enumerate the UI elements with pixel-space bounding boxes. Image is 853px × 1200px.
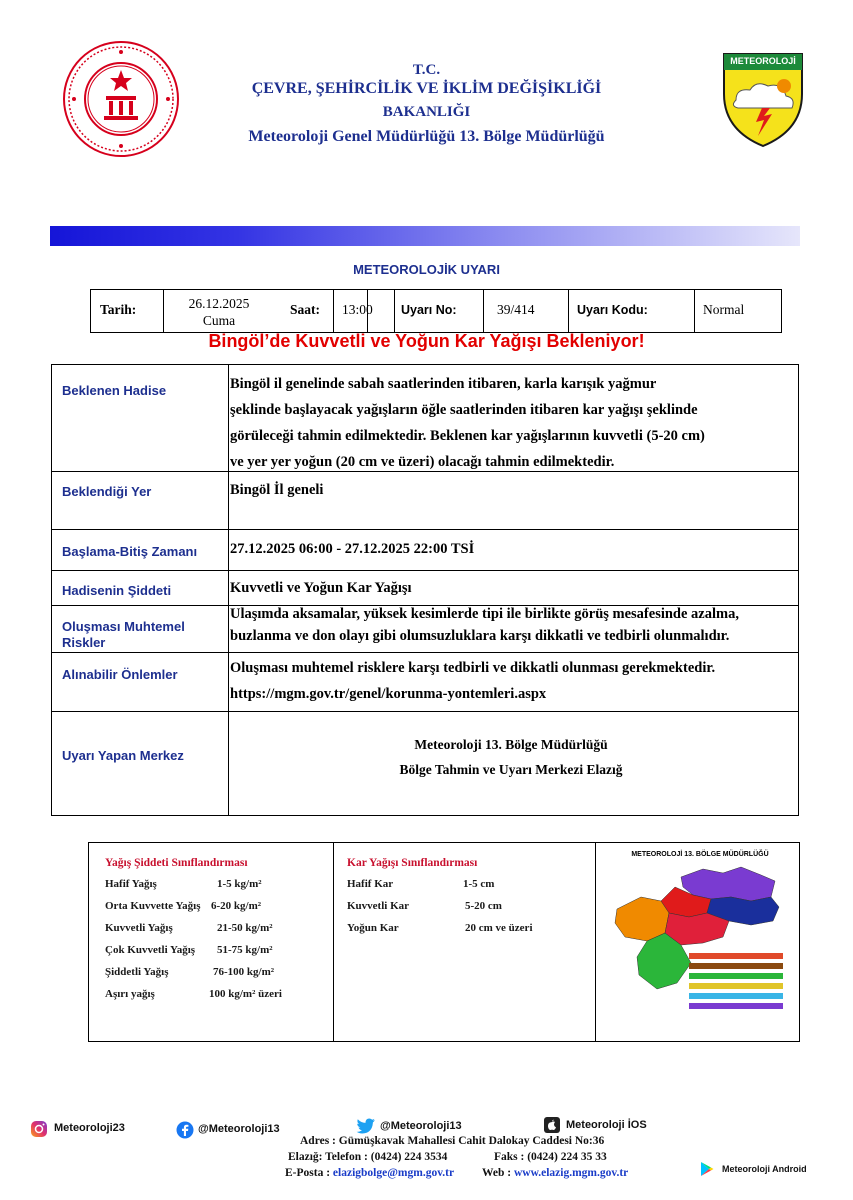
- issuing-center-line2: Bölge Tahmin ve Uyarı Merkezi Elazığ: [399, 762, 623, 777]
- classification-box: [88, 842, 800, 1042]
- row-precautions: [52, 653, 798, 712]
- footer-address: Adres : Gümüşkavak Mahallesi Cahit Dalokay Caddesi No:36: [300, 1135, 605, 1147]
- web-link[interactable]: www.elazig.mgm.gov.tr: [513, 1167, 629, 1179]
- twitter-icon[interactable]: [356, 1118, 376, 1134]
- snow-class-name: Hafif Kar: [347, 878, 394, 890]
- snow-class-name: Yoğun Kar: [347, 922, 399, 934]
- map-title: METEOROLOJİ 13. BÖLGE MÜDÜRLÜĞÜ: [631, 851, 769, 858]
- severity-value: Kuvvetli ve Yoğun Kar Yağışı: [230, 580, 412, 596]
- rain-class-range: 1-5 kg/m²: [217, 878, 262, 890]
- warning-no-value: 39/414: [497, 302, 535, 317]
- date-label-cell: [91, 290, 164, 332]
- precautions-text: [230, 655, 792, 707]
- rain-class-range: 21-50 kg/m²: [217, 922, 273, 934]
- precautions-line: Oluşması muhtemel risklere karşı tedbirli ve dikkatli olunması gerekmektedir.: [230, 660, 716, 676]
- rain-class-range: 6-20 kg/m²: [211, 900, 262, 912]
- header-ministry-line1: ÇEVRE, ŞEHİRCİLİK VE İKLİM DEĞİŞİKLİĞİ: [251, 80, 602, 97]
- row-expected-place: [52, 472, 798, 530]
- time-label: Saat:: [290, 302, 320, 317]
- possible-risks-line: Ulaşımda aksamalar, yüksek kesimlerde tipi ile birlikte görüş mesafesinde azalma,: [230, 606, 739, 622]
- apple-icon[interactable]: [544, 1117, 560, 1133]
- warning-code-value-cell: [695, 290, 781, 332]
- rain-class-range: 76-100 kg/m²: [213, 966, 275, 978]
- expected-event-line: Bingöl il genelinde sabah saatlerinden itibaren, karla karışık yağmur: [230, 376, 657, 392]
- facebook-icon[interactable]: [176, 1121, 194, 1139]
- row-issuing-center: [52, 712, 798, 815]
- rain-class-name: Şiddetli Yağış: [105, 966, 169, 978]
- warning-no-label: Uyarı No:: [401, 303, 457, 317]
- rain-class-name: Aşırı yağış: [105, 988, 155, 1000]
- rain-class-range: 100 kg/m² üzeri: [209, 988, 282, 1000]
- logo-text: METEOROLOJİ: [730, 56, 796, 66]
- android-app-label[interactable]: Meteoroloji Android: [722, 1164, 807, 1174]
- rain-class-name: Orta Kuvvette Yağış: [105, 900, 201, 912]
- row-possible-risks: [52, 606, 798, 653]
- row-expected-event: [52, 365, 798, 472]
- facebook-handle[interactable]: @Meteoroloji13: [198, 1123, 280, 1135]
- snow-class-range: 1-5 cm: [463, 878, 495, 890]
- snow-class-range: 20 cm ve üzeri: [465, 922, 533, 934]
- day-value: Cuma: [202, 313, 236, 328]
- start-end-time-value: 27.12.2025 06:00 - 27.12.2025 22:00 TSİ: [230, 541, 475, 557]
- header-directorate: Meteoroloji Genel Müdürlüğü 13. Bölge Müdürlüğü: [248, 128, 605, 145]
- ios-app-label[interactable]: Meteoroloji İOS: [566, 1119, 647, 1131]
- precautions-label: Alınabilir Önlemler: [62, 667, 178, 682]
- expected-event-label: Beklenen Hadise: [62, 383, 167, 398]
- email-link[interactable]: elazigbolge@mgm.gov.tr: [332, 1167, 455, 1179]
- issuing-center-line1: Meteoroloji 13. Bölge Müdürlüğü: [414, 737, 608, 752]
- header-ministry-line2: BAKANLIĞI: [382, 104, 471, 120]
- warning-no-label-cell: [395, 290, 484, 332]
- expected-event-text: [230, 371, 792, 475]
- warning-info-row: [90, 289, 782, 333]
- snow-classification-title: Kar Yağışı Sınıflandırması: [347, 857, 478, 869]
- footer-phone: Elazığ: Telefon : (0424) 224 3534: [288, 1151, 448, 1163]
- instagram-icon[interactable]: [30, 1120, 48, 1138]
- expected-event-line: şeklinde başlayacak yağışların öğle saatlerinden itibaren kar yağışı şeklinde: [230, 402, 698, 418]
- snow-class-name: Kuvvetli Kar: [347, 900, 410, 912]
- date-value: 26.12.2025: [188, 296, 250, 311]
- row-severity: [52, 571, 798, 606]
- rain-class-name: Çok Kuvvetli Yağış: [105, 944, 196, 956]
- meteoroloji-logo: [722, 52, 804, 148]
- time-value-cell: [334, 290, 395, 332]
- possible-risks-label-line1: Oluşması Muhtemel: [62, 619, 185, 634]
- expected-event-line: ve yer yer yoğun (20 cm ve üzeri) olacağı tahmin edilmektedir.: [230, 454, 615, 470]
- issuing-center-text: [230, 732, 792, 782]
- regional-map: [611, 849, 789, 1009]
- possible-risks-text: [230, 603, 792, 647]
- warning-details-table: [51, 364, 799, 816]
- expected-event-line: görüleceği tahmin edilmektedir. Beklenen kar yağışlarının kuvvetli (5-20 cm): [230, 428, 705, 444]
- warning-no-value-cell: [484, 290, 569, 332]
- precautions-link[interactable]: https://mgm.gov.tr/genel/korunma-yontemleri.aspx: [230, 686, 547, 702]
- date-label: Tarih:: [100, 302, 137, 317]
- twitter-handle[interactable]: @Meteoroloji13: [380, 1120, 462, 1132]
- header-tc: T.C.: [412, 62, 441, 78]
- possible-risks-label-line2: Riskler: [62, 635, 106, 650]
- rain-classification-title: Yağış Şiddeti Sınıflandırması: [105, 857, 248, 869]
- row-start-end-time: [52, 530, 798, 571]
- footer-web: [482, 1167, 628, 1179]
- expected-place-value: Bingöl İl geneli: [230, 482, 324, 498]
- expected-place-label: Beklendiği Yer: [62, 484, 152, 499]
- google-play-icon[interactable]: [700, 1161, 714, 1177]
- issuing-center-label: Uyarı Yapan Merkez: [62, 748, 184, 763]
- header-gradient-bar: [50, 226, 800, 246]
- footer-fax: Faks : (0424) 224 35 33: [494, 1151, 607, 1163]
- warning-headline: Bingöl’de Kuvvetli ve Yoğun Kar Yağışı Bekleniyor!: [208, 331, 645, 351]
- rain-class-name: Kuvvetli Yağış: [105, 922, 173, 934]
- start-end-time-label: Başlama-Bitiş Zamanı: [62, 544, 198, 559]
- footer-email: [285, 1167, 454, 1179]
- email-label: E-Posta :: [285, 1167, 331, 1179]
- severity-label: Hadisenin Şiddeti: [62, 583, 172, 598]
- time-label-cell: [278, 290, 334, 332]
- time-value: 13:00: [342, 302, 373, 317]
- rain-class-name: Hafif Yağış: [105, 878, 157, 890]
- warning-code-value: Normal: [703, 302, 745, 317]
- warning-code-label: Uyarı Kodu:: [577, 303, 648, 317]
- rain-class-range: 51-75 kg/m²: [217, 944, 273, 956]
- web-label: Web :: [482, 1167, 512, 1179]
- possible-risks-line: buzlanma ve don olayı gibi olumsuzluklara karşı dikkatli ve tedbirli olunmalıdır.: [230, 628, 730, 644]
- warning-title: METEOROLOJİK UYARI: [353, 262, 500, 277]
- instagram-handle[interactable]: Meteoroloji23: [54, 1122, 125, 1134]
- snow-class-range: 5-20 cm: [465, 900, 502, 912]
- warning-code-label-cell: [569, 290, 695, 332]
